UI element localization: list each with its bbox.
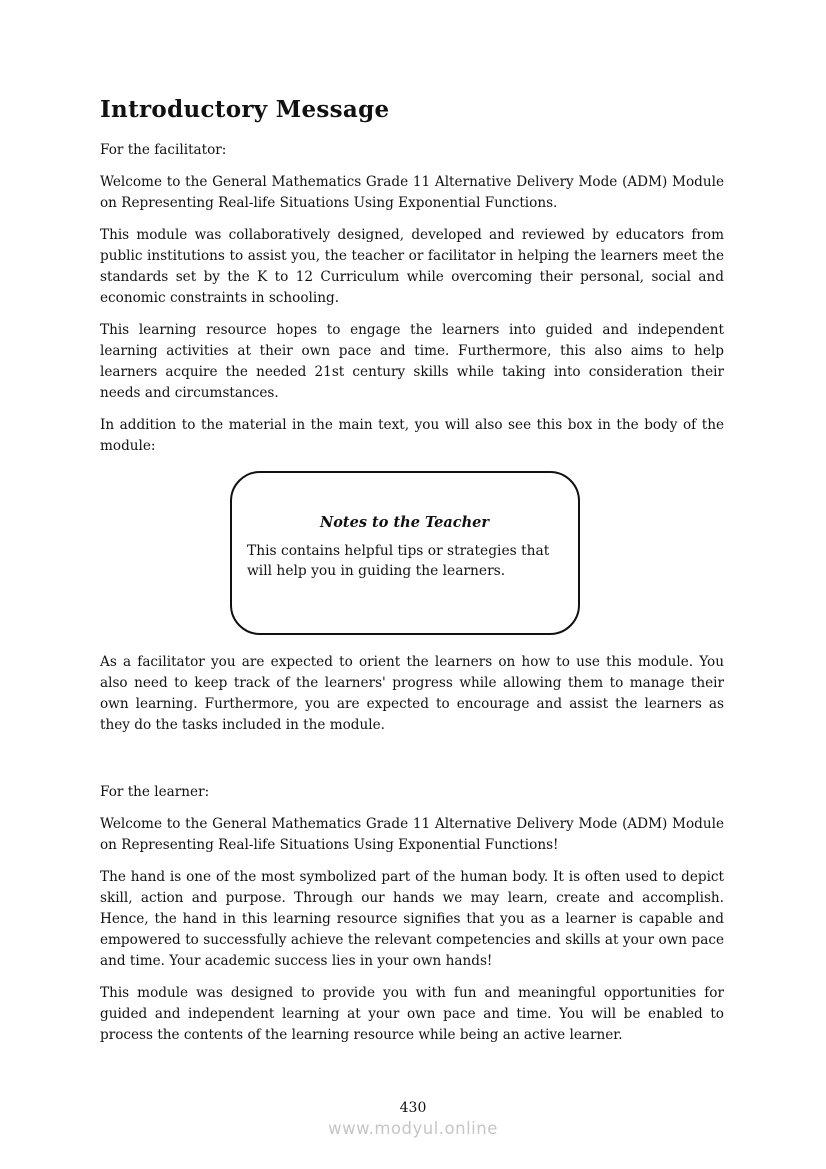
facilitator-label: For the facilitator: bbox=[100, 142, 227, 158]
facilitator-paragraph-box-intro: In addition to the material in the main text, you will also see this box in the body of the module: bbox=[100, 417, 724, 454]
notes-to-teacher-box bbox=[230, 471, 580, 635]
learner-paragraph-welcome: Welcome to the General Mathematics Grade 11 Alternative Delivery Mode (ADM) Module on Representing Real-life Situations Using Exponential Functions! bbox=[100, 816, 724, 853]
learner-paragraph-hand: The hand is one of the most symbolized part of the human body. It is often used to depict skill, action and purpose. Through our hands we may learn, create and accomplish. Hence, the hand in this learning resource signifies that you as a learner is capable and empowered to successfully achieve the relevant competencies and skills at your own pace and time. Your academic success lies in your own hands! bbox=[100, 869, 724, 969]
notes-box-title: Notes to the Teacher bbox=[320, 514, 489, 531]
watermark: www.modyul.online bbox=[328, 1119, 498, 1138]
notes-box-body: This contains helpful tips or strategies that will help you in guiding the learners. bbox=[247, 543, 550, 579]
facilitator-paragraph-collaboration: This module was collaboratively designed, developed and reviewed by educators from public institutions to assist you, the teacher or facilitator in helping the learners meet the standards set by the K to 12 Curriculum while overcoming their personal, social and economic constraints in schooling. bbox=[100, 227, 724, 306]
facilitator-paragraph-resource: This learning resource hopes to engage the learners into guided and independent learning activities at their own pace and time. Furthermore, this also aims to help learners acquire the needed 21st century skills while taking into consideration their needs and circumstances. bbox=[100, 322, 724, 401]
learner-label: For the learner: bbox=[100, 784, 210, 800]
page-footer bbox=[0, 1100, 826, 1138]
page-title: Introductory Message bbox=[100, 96, 390, 123]
facilitator-paragraph-welcome: Welcome to the General Mathematics Grade 11 Alternative Delivery Mode (ADM) Module on Representing Real-life Situations Using Exponential Functions. bbox=[100, 174, 724, 211]
learner-paragraph-designed: This module was designed to provide you with fun and meaningful opportunities for guided and independent learning at your own pace and time. You will be enabled to process the contents of the learning resource while being an active learner. bbox=[100, 985, 724, 1043]
page-number: 430 bbox=[399, 1100, 427, 1116]
facilitator-paragraph-closing: As a facilitator you are expected to orient the learners on how to use this module. You also need to keep track of the learners' progress while allowing them to manage their own learning. Furthermore, you are expected to encourage and assist the learners as they do the tasks included in the module. bbox=[100, 654, 724, 733]
